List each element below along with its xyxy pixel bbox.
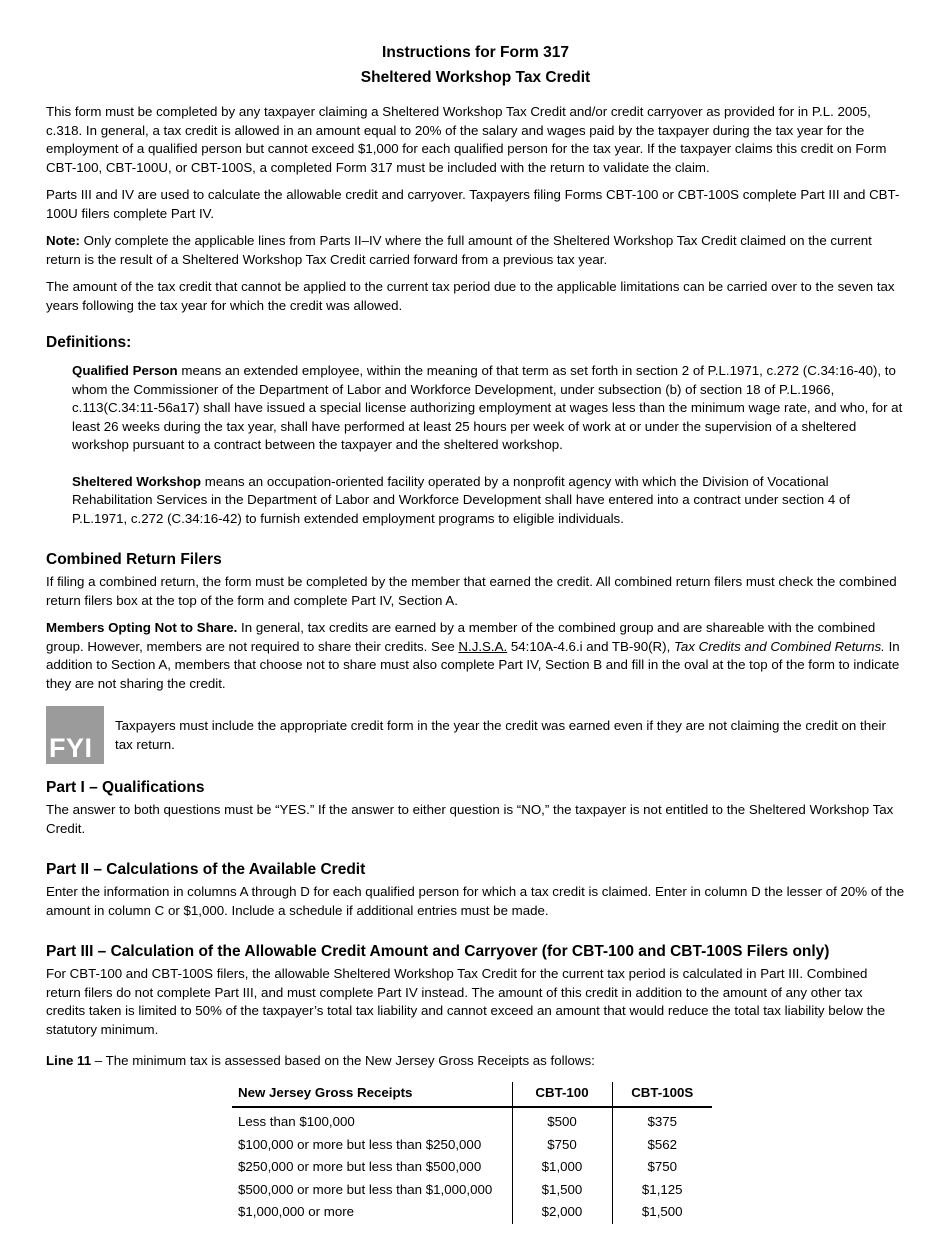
part3-text: For CBT-100 and CBT-100S filers, the allowable Sheltered Workshop Tax Credit for the current tax period is calculated in Part III. Combined return filers do not complete Part III, and must complete Part IV instead. The amount of this credit in addition to the amount of any other tax credits taken is limited to 50% of the taxpayer’s total tax liability and cannot exceed an amount that would reduce the total tax liability below the statutory minimum.: [46, 966, 886, 1037]
cell-range-1: Less than $100,000: [238, 1114, 355, 1129]
members-opting-label: Members Opting Not to Share.: [46, 620, 238, 635]
cell-cbt100s-3: $750: [612, 1156, 712, 1179]
members-text-mid: 54:10A-4.6.i and TB-90(R),: [507, 638, 674, 654]
tb90-title: Tax Credits and Combined Returns.: [673, 638, 885, 654]
part2-heading: Part II – Calculations of the Available Credit: [46, 861, 366, 878]
header-cbt-100s: CBT-100S: [612, 1082, 712, 1108]
cell-cbt100s-5: $1,500: [612, 1201, 712, 1224]
intro-paragraph-1: This form must be completed by any taxpayer claiming a Sheltered Workshop Tax Credit and/or credit carryover as provided for in P.L. 2005, c.318. In general, a tax credit is allowed in an amount equal to 20% of the salary and wages paid by the taxpayer during the tax year for the employment of a qualified person but cannot exceed $1,000 for each qualified person for the tax year. If the taxpayer claims this credit on Form CBT-100, CBT-100U, or CBT-100S, a completed Form 317 must be included with the return to validate the claim.: [46, 104, 887, 175]
header-gross-receipts: New Jersey Gross Receipts: [232, 1082, 512, 1108]
njsa-citation: N.J.S.A.: [458, 638, 508, 654]
table-row: [232, 1179, 712, 1202]
members-opting-paragraph: [46, 619, 905, 693]
cell-range-3: $250,000 or more but less than $500,000: [238, 1159, 482, 1174]
header-cbt-100: CBT-100: [512, 1082, 612, 1108]
qualified-person-term: Qualified Person: [72, 363, 178, 378]
cell-cbt100s-2: $562: [612, 1134, 712, 1157]
table-header-row: [232, 1082, 712, 1108]
part1-heading: Part I – Qualifications: [46, 779, 205, 796]
combined-return-filers-heading: Combined Return Filers: [46, 551, 222, 568]
fyi-text: Taxpayers must include the appropriate credit form in the year the credit was earned even if they are not claiming the credit on their tax return.: [115, 718, 886, 752]
sheltered-workshop-definition: [72, 473, 905, 529]
document-title-line1: Instructions for Form 317: [382, 44, 569, 61]
table-row: [232, 1201, 712, 1224]
part3-heading: Part III – Calculation of the Allowable Credit Amount and Carryover (for CBT-100 and CBT-100S Filers only): [46, 943, 830, 960]
intro-paragraph-4: The amount of the tax credit that cannot be applied to the current tax period due to the applicable limitations can be carried over to the seven tax years following the tax year for which the credit was allowed.: [46, 279, 895, 313]
cell-cbt100-2: $750: [512, 1134, 612, 1157]
cell-cbt100-1: $500: [512, 1107, 612, 1134]
qualified-person-definition: [72, 362, 905, 455]
cell-cbt100-3: $1,000: [512, 1156, 612, 1179]
definitions-heading: Definitions:: [46, 334, 132, 351]
sheltered-workshop-term: Sheltered Workshop: [72, 473, 202, 489]
table-row: [232, 1156, 712, 1179]
cell-range-2: $100,000 or more but less than $250,000: [238, 1136, 482, 1152]
table-row: [232, 1107, 712, 1134]
line11-label: Line 11: [46, 1053, 92, 1068]
members-text-post: In addition to Section A, members that choose not to share must also complete Part IV, Section B and fill in the oval at the top of the form to indicate they are not sharing the credit.: [46, 638, 900, 691]
part1-text: The answer to both questions must be “YES.” If the answer to either question is “NO,” the taxpayer is not entitled to the Sheltered Workshop Tax Credit.: [46, 802, 894, 836]
minimum-tax-table: [232, 1082, 712, 1224]
intro-paragraph-2: Parts III and IV are used to calculate the allowable credit and carryover. Taxpayers filing Forms CBT-100 or CBT-100S complete Part III and CBT-100U filers complete Part IV.: [46, 187, 900, 221]
cell-cbt100s-4: $1,125: [612, 1179, 712, 1202]
line11-paragraph: [46, 1052, 905, 1071]
sheltered-workshop-text: means an occupation-oriented facility operated by a nonprofit agency with which the Division of Vocational Rehabilitation Services in the Department of Labor and Workforce Development shall have entered into a contract under section 4 of P.L.1971, c.272 (C.34:16-42) to furnish extended employment programs to eligible individuals.: [72, 473, 851, 526]
document-title-line2: Sheltered Workshop Tax Credit: [360, 69, 591, 86]
cell-cbt100s-1: $375: [612, 1107, 712, 1134]
fyi-icon: FYI: [46, 706, 104, 764]
table-row: [232, 1134, 712, 1157]
part2-text: Enter the information in columns A through D for each qualified person for which a tax credit is claimed. Enter in column D the lesser of 20% of the amount in column C or $1,000. Include a schedule if additional entries must be made.: [46, 884, 905, 918]
note-paragraph: [46, 232, 905, 269]
combined-paragraph: If filing a combined return, the form must be completed by the member that earned the credit. All combined return filers must check the combined return filers box at the top of the form and complete Part IV, Section A.: [46, 574, 897, 608]
cell-range-4: $500,000 or more but less than $1,000,000: [238, 1181, 493, 1197]
qualified-person-text: means an extended employee, within the meaning of that term as set forth in section 2 of P.L.1971, c.272 (C.34:16-40), to whom the Commissioner of the Department of Labor and Workforce Development, under subsection (b) of section 18 of P.L.1966, c.113(C.34:11-56a17) shall have issued a special license authorizing employment at wages less than the minimum wage rate, and who, for at least 26 weeks during the tax year, shall have performed at least 25 hours per week of work at or under the supervision of a sheltered workshop pursuant to a contract between the taxpayer and the sheltered workshop.: [72, 363, 903, 452]
cell-range-5: $1,000,000 or more: [238, 1204, 355, 1219]
cell-cbt100-4: $1,500: [512, 1179, 612, 1202]
fyi-callout: [46, 706, 905, 764]
note-label: Note:: [46, 233, 80, 248]
members-text-pre: In general, tax credits are earned by a member of the combined group and are shareable with the combined group. However, members are not required to share their credits. See: [46, 620, 876, 654]
note-text: Only complete the applicable lines from Parts II–IV where the full amount of the Sheltered Workshop Tax Credit claimed on the current return is the result of a Sheltered Workshop Tax Credit carried forward from a previous tax year.: [46, 233, 872, 267]
line11-text: – The minimum tax is assessed based on the New Jersey Gross Receipts as follows:: [91, 1053, 595, 1068]
cell-cbt100-5: $2,000: [512, 1201, 612, 1224]
